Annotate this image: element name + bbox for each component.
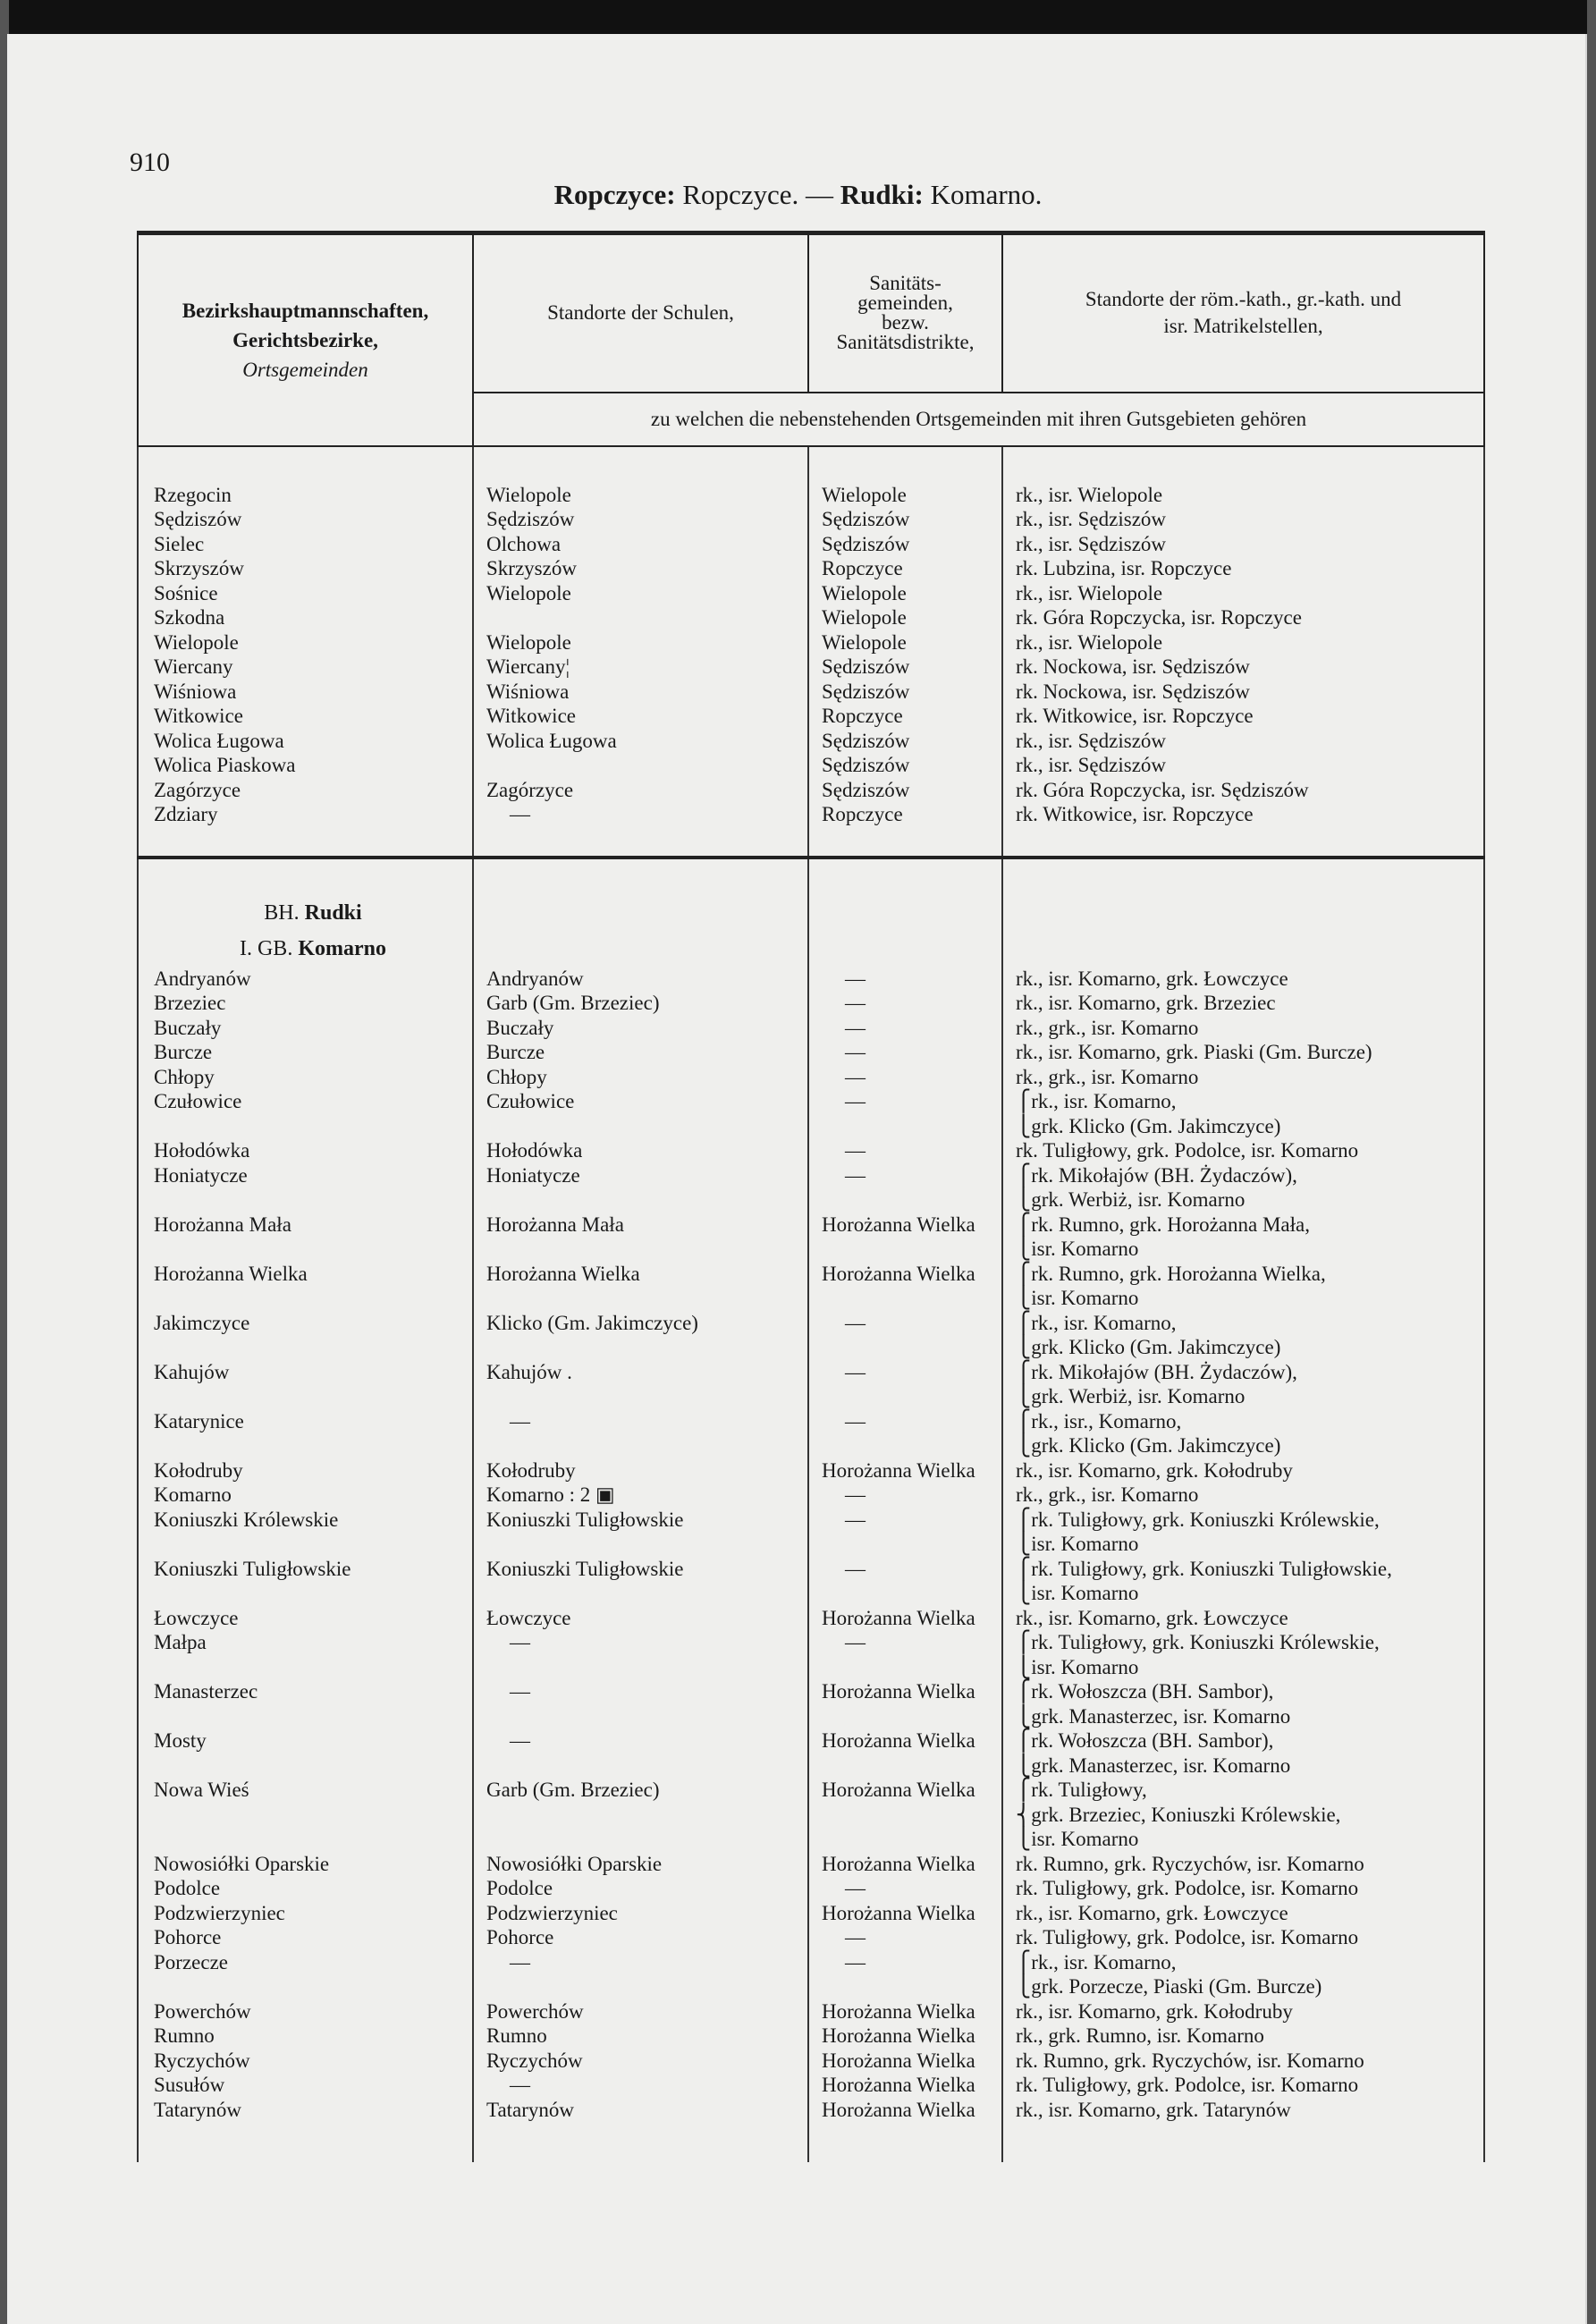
- municipality-name: Jakimczyce: [138, 1311, 473, 1360]
- table-row: [138, 1016, 1484, 1041]
- spacer-cell: [1002, 446, 1484, 483]
- parish-registry: rk. Rumno, grk. Ryczychów, isr. Komarno: [1002, 2049, 1484, 2074]
- sanitary-district: —: [808, 1557, 1002, 1606]
- parish-registry: rk. Tuligłowy, grk. Podolce, isr. Komarno: [1002, 2073, 1484, 2098]
- municipality-name: Brzeziec: [138, 991, 473, 1016]
- spacer-cell: [138, 2122, 473, 2162]
- table-row: [138, 2073, 1484, 2098]
- parish-registry: ⎧rk. Rumno, grk. Horożanna Wielka, ⎩isr. Komarno: [1002, 1262, 1484, 1311]
- register-table: [137, 231, 1485, 2162]
- parish-registry: rk., isr. Wielopole: [1002, 630, 1484, 655]
- spacer-cell: [1002, 2122, 1484, 2162]
- sanitary-district: —: [808, 1925, 1002, 1950]
- table-row: [138, 2098, 1484, 2123]
- header-col3-line1: Sanitäts-: [869, 272, 942, 295]
- municipality-name: Porzecze: [138, 1950, 473, 1999]
- school-location: Buczały: [473, 1016, 808, 1041]
- table-row: [138, 704, 1484, 729]
- parish-registry: ⎧rk., isr. Komarno, ⎩grk. Klicko (Gm. Jakimczyce): [1002, 1089, 1484, 1138]
- district-title: [138, 895, 1484, 931]
- parish-registry: rk. Nockowa, isr. Sędziszów: [1002, 655, 1484, 680]
- spacer-cell: [1002, 895, 1484, 931]
- municipality-name: Sędziszów: [138, 507, 473, 532]
- municipality-name: Wiśniowa: [138, 680, 473, 705]
- table-row: [138, 967, 1484, 992]
- sanitary-district: Ropczyce: [808, 802, 1002, 827]
- school-location: —: [473, 1409, 808, 1458]
- sanitary-district: —: [808, 1089, 1002, 1138]
- school-location: Nowosiółki Oparskie: [473, 1852, 808, 1877]
- parish-registry: ⎧rk. Mikołajów (BH. Żydaczów), ⎩grk. Werbiż, isr. Komarno: [1002, 1163, 1484, 1213]
- parish-registry: rk. Rumno, grk. Ryczychów, isr. Komarno: [1002, 1852, 1484, 1877]
- court-district-title: [138, 931, 1484, 967]
- municipality-name: Tatarynów: [138, 2098, 473, 2123]
- school-location: Wolica Ługowa: [473, 729, 808, 754]
- parish-registry: rk. Witkowice, isr. Ropczyce: [1002, 802, 1484, 827]
- section-separator: [138, 827, 1484, 858]
- sanitary-district: Sędziszów: [808, 532, 1002, 557]
- parish-registry: rk., isr. Wielopole: [1002, 581, 1484, 606]
- scan-right-edge: [1587, 0, 1596, 2324]
- municipality-name: Skrzyszów: [138, 556, 473, 581]
- school-location: Ryczychów: [473, 2049, 808, 2074]
- parish-registry: rk. Nockowa, isr. Sędziszów: [1002, 680, 1484, 705]
- district-title-cell: [138, 895, 473, 931]
- district-title-prefix: BH.: [264, 900, 305, 925]
- row-spacer: [138, 446, 1484, 483]
- court-district-title-cell: [138, 931, 473, 967]
- school-location: Olchowa: [473, 532, 808, 557]
- school-location: [473, 753, 808, 778]
- parish-registry: ⎧rk., isr. Komarno, ⎩grk. Klicko (Gm. Jakimczyce): [1002, 1311, 1484, 1360]
- spacer-cell: [808, 827, 1002, 858]
- table-row: [138, 1262, 1484, 1311]
- spacer-cell: [473, 2122, 808, 2162]
- parish-registry: ⎧rk. Mikołajów (BH. Żydaczów), ⎩grk. Werbiż, isr. Komarno: [1002, 1360, 1484, 1409]
- municipality-name: Mosty: [138, 1728, 473, 1778]
- row-spacer: [138, 2122, 1484, 2162]
- header-col4-line1: Standorte der röm.-kath., gr.-kath. und: [1085, 288, 1402, 311]
- school-location: Koniuszki Tuligłowskie: [473, 1508, 808, 1557]
- school-location: Chłopy: [473, 1065, 808, 1090]
- parish-registry: ⎧rk., isr., Komarno, ⎩grk. Klicko (Gm. Jakimczyce): [1002, 1409, 1484, 1458]
- table-row: [138, 802, 1484, 827]
- header-col3-line4: Sanitätsdistrikte,: [836, 331, 975, 354]
- sanitary-district: —: [808, 1138, 1002, 1163]
- parish-registry: rk. Witkowice, isr. Ropczyce: [1002, 704, 1484, 729]
- municipality-name: Kołodruby: [138, 1458, 473, 1483]
- spacer-cell: [808, 895, 1002, 931]
- parish-registry: rk. Góra Ropczycka, isr. Sędziszów: [1002, 778, 1484, 803]
- municipality-name: Burcze: [138, 1040, 473, 1065]
- sanitary-district: —: [808, 1163, 1002, 1213]
- sanitary-district: Wielopole: [808, 605, 1002, 630]
- parish-registry: ⎧rk., isr. Komarno, ⎩grk. Porzecze, Piaski (Gm. Burcze): [1002, 1950, 1484, 1999]
- spacer-cell: [473, 931, 808, 967]
- parish-registry: rk., isr. Sędziszów: [1002, 507, 1484, 532]
- parish-registry: ⎧rk. Tuligłowy, ⎨grk. Brzeziec, Koniuszki Królewskie, ⎩isr. Komarno: [1002, 1778, 1484, 1852]
- district-title-label: Rudki: [304, 900, 362, 925]
- spacer-cell: [808, 931, 1002, 967]
- school-location: Czułowice: [473, 1089, 808, 1138]
- school-location: —: [473, 1950, 808, 1999]
- municipality-name: Wielopole: [138, 630, 473, 655]
- table-row: [138, 507, 1484, 532]
- school-location: Rumno: [473, 2024, 808, 2049]
- sanitary-district: Sędziszów: [808, 729, 1002, 754]
- header-col1: [138, 233, 473, 446]
- sanitary-district: Wielopole: [808, 483, 1002, 508]
- page-number: 910: [130, 148, 170, 177]
- spacer-cell: [473, 895, 808, 931]
- parish-registry: rk., isr. Komarno, grk. Kołodruby: [1002, 1999, 1484, 2024]
- table-row: [138, 1458, 1484, 1483]
- parish-registry: rk., grk., isr. Komarno: [1002, 1016, 1484, 1041]
- header-col3-line3: bezw.: [882, 311, 929, 334]
- header-col1-line1: Bezirkshauptmannschaften,: [182, 299, 429, 322]
- table-row: [138, 1040, 1484, 1065]
- school-location: —: [473, 1679, 808, 1728]
- municipality-name: Witkowice: [138, 704, 473, 729]
- municipality-name: Chłopy: [138, 1065, 473, 1090]
- sanitary-district: —: [808, 1409, 1002, 1458]
- school-location: Koniuszki Tuligłowskie: [473, 1557, 808, 1606]
- table-row: [138, 1089, 1484, 1138]
- table-row: [138, 1778, 1484, 1852]
- sanitary-district: Ropczyce: [808, 704, 1002, 729]
- municipality-name: Kahujów: [138, 1360, 473, 1409]
- table-header: [138, 233, 1484, 446]
- sanitary-district: Horożanna Wielka: [808, 1606, 1002, 1631]
- school-location: Wielopole: [473, 483, 808, 508]
- school-location: Podzwierzyniec: [473, 1901, 808, 1926]
- parish-registry: ⎧rk. Tuligłowy, grk. Koniuszki Królewskie, ⎩isr. Komarno: [1002, 1508, 1484, 1557]
- table-row: [138, 1311, 1484, 1360]
- school-location: Zagórzyce: [473, 778, 808, 803]
- municipality-name: Honiatycze: [138, 1163, 473, 1213]
- municipality-name: Podolce: [138, 1876, 473, 1901]
- table-row: [138, 1213, 1484, 1262]
- sanitary-district: —: [808, 1040, 1002, 1065]
- table-row: [138, 2024, 1484, 2049]
- school-location: —: [473, 1630, 808, 1679]
- sanitary-district: —: [808, 1630, 1002, 1679]
- table-row: [138, 1508, 1484, 1557]
- municipality-name: Nowosiółki Oparskie: [138, 1852, 473, 1877]
- school-location: Pohorce: [473, 1925, 808, 1950]
- sanitary-district: Horożanna Wielka: [808, 1999, 1002, 2024]
- sanitary-district: Wielopole: [808, 630, 1002, 655]
- parish-registry: rk., grk. Rumno, isr. Komarno: [1002, 2024, 1484, 2049]
- spacer-cell: [138, 446, 473, 483]
- municipality-name: Manasterzec: [138, 1679, 473, 1728]
- school-location: —: [473, 802, 808, 827]
- table-row: [138, 1999, 1484, 2024]
- sanitary-district: Horożanna Wielka: [808, 1458, 1002, 1483]
- table-row: [138, 1679, 1484, 1728]
- municipality-name: Czułowice: [138, 1089, 473, 1138]
- header-subheader: zu welchen die nebenstehenden Ortsgemeinden mit ihren Gutsgebieten gehören: [473, 393, 1484, 446]
- spacer-cell: [473, 446, 808, 483]
- municipality-name: Powerchów: [138, 1999, 473, 2024]
- spacer-cell: [138, 827, 473, 858]
- school-location: Wiśniowa: [473, 680, 808, 705]
- municipality-name: Hołodówka: [138, 1138, 473, 1163]
- table-row: [138, 680, 1484, 705]
- table-row: [138, 483, 1484, 508]
- municipality-name: Ryczychów: [138, 2049, 473, 2074]
- municipality-name: Wolica Ługowa: [138, 729, 473, 754]
- table-row: [138, 1065, 1484, 1090]
- table-row: [138, 1138, 1484, 1163]
- municipality-name: Horożanna Mała: [138, 1213, 473, 1262]
- parish-registry: ⎧rk. Wołoszcza (BH. Sambor), ⎩grk. Manasterzec, isr. Komarno: [1002, 1728, 1484, 1778]
- sanitary-district: —: [808, 967, 1002, 992]
- school-location: Hołodówka: [473, 1138, 808, 1163]
- sanitary-district: Horożanna Wielka: [808, 1728, 1002, 1778]
- municipality-name: Małpa: [138, 1630, 473, 1679]
- parish-registry: ⎧rk. Rumno, grk. Horożanna Mała, ⎩isr. Komarno: [1002, 1213, 1484, 1262]
- parish-registry: rk., isr. Komarno, grk. Łowczyce: [1002, 1901, 1484, 1926]
- school-location: Witkowice: [473, 704, 808, 729]
- table-row: [138, 532, 1484, 557]
- table-row: [138, 655, 1484, 680]
- school-location: —: [473, 1728, 808, 1778]
- header-col2: Standorte der Schulen,: [473, 233, 808, 393]
- parish-registry: rk., isr. Komarno, grk. Brzeziec: [1002, 991, 1484, 1016]
- municipality-name: Koniuszki Królewskie: [138, 1508, 473, 1557]
- municipality-name: Zagórzyce: [138, 778, 473, 803]
- table-row: [138, 729, 1484, 754]
- spacer-cell: [808, 858, 1002, 895]
- school-location: Wielopole: [473, 630, 808, 655]
- table-row: [138, 1901, 1484, 1926]
- municipality-name: Pohorce: [138, 1925, 473, 1950]
- spacer-cell: [808, 446, 1002, 483]
- school-location: Powerchów: [473, 1999, 808, 2024]
- school-location: Skrzyszów: [473, 556, 808, 581]
- table-row: [138, 753, 1484, 778]
- table-row: [138, 991, 1484, 1016]
- header-col1-line2: Gerichtsbezirke,: [232, 328, 378, 351]
- parish-registry: ⎧rk. Tuligłowy, grk. Koniuszki Królewskie, ⎩isr. Komarno: [1002, 1630, 1484, 1679]
- header-col3: [808, 233, 1002, 393]
- sanitary-district: Horożanna Wielka: [808, 1852, 1002, 1877]
- table-row: [138, 1557, 1484, 1606]
- parish-registry: ⎧rk. Wołoszcza (BH. Sambor), ⎩grk. Manasterzec, isr. Komarno: [1002, 1679, 1484, 1728]
- school-location: Kołodruby: [473, 1458, 808, 1483]
- parish-registry: ⎧rk. Tuligłowy, grk. Koniuszki Tuligłowskie, ⎩isr. Komarno: [1002, 1557, 1484, 1606]
- municipality-name: Sośnice: [138, 581, 473, 606]
- scan-top-edge: [0, 0, 1596, 34]
- school-location: Tatarynów: [473, 2098, 808, 2123]
- parish-registry: rk., grk., isr. Komarno: [1002, 1483, 1484, 1508]
- sanitary-district: Horożanna Wielka: [808, 1778, 1002, 1852]
- school-location: Wiercany¦: [473, 655, 808, 680]
- sanitary-district: —: [808, 1876, 1002, 1901]
- sanitary-district: Sędziszów: [808, 753, 1002, 778]
- sanitary-district: —: [808, 991, 1002, 1016]
- sanitary-district: —: [808, 1950, 1002, 1999]
- table-row: [138, 1876, 1484, 1901]
- school-location: Sędziszów: [473, 507, 808, 532]
- municipality-name: Nowa Wieś: [138, 1778, 473, 1852]
- school-location: Komarno : 2 ▣: [473, 1483, 808, 1508]
- table-row: [138, 778, 1484, 803]
- sanitary-district: Horożanna Wielka: [808, 2024, 1002, 2049]
- municipality-name: Wiercany: [138, 655, 473, 680]
- school-location: Klicko (Gm. Jakimczyce): [473, 1311, 808, 1360]
- spacer-cell: [1002, 931, 1484, 967]
- table-row: [138, 1728, 1484, 1778]
- spacer-cell: [1002, 858, 1484, 895]
- spacer-cell: [1002, 827, 1484, 858]
- sanitary-district: Sędziszów: [808, 778, 1002, 803]
- spacer-cell: [473, 827, 808, 858]
- municipality-name: Sielec: [138, 532, 473, 557]
- school-location: Honiatycze: [473, 1163, 808, 1213]
- table-row: [138, 1630, 1484, 1679]
- spacer-cell: [138, 858, 473, 895]
- parish-registry: rk., isr. Komarno, grk. Kołodruby: [1002, 1458, 1484, 1483]
- municipality-name: Koniuszki Tuligłowskie: [138, 1557, 473, 1606]
- school-location: Andryanów: [473, 967, 808, 992]
- parish-registry: rk. Tuligłowy, grk. Podolce, isr. Komarno: [1002, 1925, 1484, 1950]
- header-col3-line2: gemeinden,: [857, 292, 953, 315]
- table-row: [138, 1925, 1484, 1950]
- table-row: [138, 1360, 1484, 1409]
- municipality-name: Podzwierzyniec: [138, 1901, 473, 1926]
- table-row: [138, 1409, 1484, 1458]
- heading-sep: —: [806, 179, 834, 210]
- spacer-cell: [808, 2122, 1002, 2162]
- sanitary-district: Sędziszów: [808, 680, 1002, 705]
- table-row: [138, 2049, 1484, 2074]
- municipality-name: Susułów: [138, 2073, 473, 2098]
- sanitary-district: Horożanna Wielka: [808, 1213, 1002, 1262]
- table-row: [138, 581, 1484, 606]
- header-col4-line2: isr. Matrikelstellen,: [1163, 315, 1323, 338]
- municipality-name: Zdziary: [138, 802, 473, 827]
- sanitary-district: Ropczyce: [808, 556, 1002, 581]
- heading-part4: Komarno.: [930, 179, 1043, 210]
- municipality-name: Szkodna: [138, 605, 473, 630]
- school-location: Garb (Gm. Brzeziec): [473, 991, 808, 1016]
- school-location: [473, 605, 808, 630]
- municipality-name: Rzegocin: [138, 483, 473, 508]
- sanitary-district: Horożanna Wielka: [808, 1679, 1002, 1728]
- school-location: Horożanna Mała: [473, 1213, 808, 1262]
- sanitary-district: Horożanna Wielka: [808, 2098, 1002, 2123]
- municipality-name: Łowczyce: [138, 1606, 473, 1631]
- heading-part3: Rudki:: [840, 179, 924, 210]
- parish-registry: rk., isr. Sędziszów: [1002, 753, 1484, 778]
- school-location: —: [473, 2073, 808, 2098]
- sanitary-district: —: [808, 1508, 1002, 1557]
- parish-registry: rk., isr. Sędziszów: [1002, 729, 1484, 754]
- school-location: Wielopole: [473, 581, 808, 606]
- sanitary-district: Horożanna Wielka: [808, 2073, 1002, 2098]
- parish-registry: rk., isr. Komarno, grk. Tatarynów: [1002, 2098, 1484, 2123]
- municipality-name: Buczały: [138, 1016, 473, 1041]
- sanitary-district: Horożanna Wielka: [808, 1262, 1002, 1311]
- sanitary-district: —: [808, 1065, 1002, 1090]
- parish-registry: rk., isr. Komarno, grk. Łowczyce: [1002, 967, 1484, 992]
- sanitary-district: —: [808, 1016, 1002, 1041]
- table-row: [138, 1606, 1484, 1631]
- sanitary-district: Wielopole: [808, 581, 1002, 606]
- heading-part1: Ropczyce:: [553, 179, 676, 210]
- table-row: [138, 630, 1484, 655]
- court-district-title-label: Komarno: [298, 936, 386, 960]
- parish-registry: rk., isr. Komarno, grk. Piaski (Gm. Burcze): [1002, 1040, 1484, 1065]
- table-row: [138, 1163, 1484, 1213]
- school-location: Garb (Gm. Brzeziec): [473, 1778, 808, 1852]
- heading-part2: Ropczyce.: [682, 179, 799, 210]
- parish-registry: rk., isr. Wielopole: [1002, 483, 1484, 508]
- municipality-name: Katarynice: [138, 1409, 473, 1458]
- sanitary-district: Sędziszów: [808, 507, 1002, 532]
- table-row: [138, 605, 1484, 630]
- school-location: Podolce: [473, 1876, 808, 1901]
- row-spacer: [138, 858, 1484, 895]
- school-location: Łowczyce: [473, 1606, 808, 1631]
- parish-registry: rk., isr. Komarno, grk. Łowczyce: [1002, 1606, 1484, 1631]
- parish-registry: rk., isr. Sędziszów: [1002, 532, 1484, 557]
- spacer-cell: [473, 858, 808, 895]
- sanitary-district: Horożanna Wielka: [808, 1901, 1002, 1926]
- municipality-name: Komarno: [138, 1483, 473, 1508]
- sanitary-district: —: [808, 1360, 1002, 1409]
- municipality-name: Wolica Piaskowa: [138, 753, 473, 778]
- table-row: [138, 1852, 1484, 1877]
- parish-registry: rk. Tuligłowy, grk. Podolce, isr. Komarno: [1002, 1138, 1484, 1163]
- table-body: [138, 446, 1484, 2163]
- parish-registry: rk. Tuligłowy, grk. Podolce, isr. Komarno: [1002, 1876, 1484, 1901]
- municipality-name: Andryanów: [138, 967, 473, 992]
- sanitary-district: —: [808, 1483, 1002, 1508]
- municipality-name: Rumno: [138, 2024, 473, 2049]
- sanitary-district: Sędziszów: [808, 655, 1002, 680]
- court-district-title-prefix: I. GB.: [239, 936, 299, 960]
- sanitary-district: —: [808, 1311, 1002, 1360]
- table-row: [138, 556, 1484, 581]
- parish-registry: rk., grk., isr. Komarno: [1002, 1065, 1484, 1090]
- table-row: [138, 1950, 1484, 1999]
- table-row: [138, 1483, 1484, 1508]
- school-location: Horożanna Wielka: [473, 1262, 808, 1311]
- parish-registry: rk. Lubzina, isr. Ropczyce: [1002, 556, 1484, 581]
- school-location: Kahujów .: [473, 1360, 808, 1409]
- header-col1-line3: Ortsgemeinden: [242, 358, 368, 381]
- sanitary-district: Horożanna Wielka: [808, 2049, 1002, 2074]
- parish-registry: rk. Góra Ropczycka, isr. Ropczyce: [1002, 605, 1484, 630]
- page-heading: [0, 179, 1596, 211]
- header-col4: [1002, 233, 1484, 393]
- municipality-name: Horożanna Wielka: [138, 1262, 473, 1311]
- school-location: Burcze: [473, 1040, 808, 1065]
